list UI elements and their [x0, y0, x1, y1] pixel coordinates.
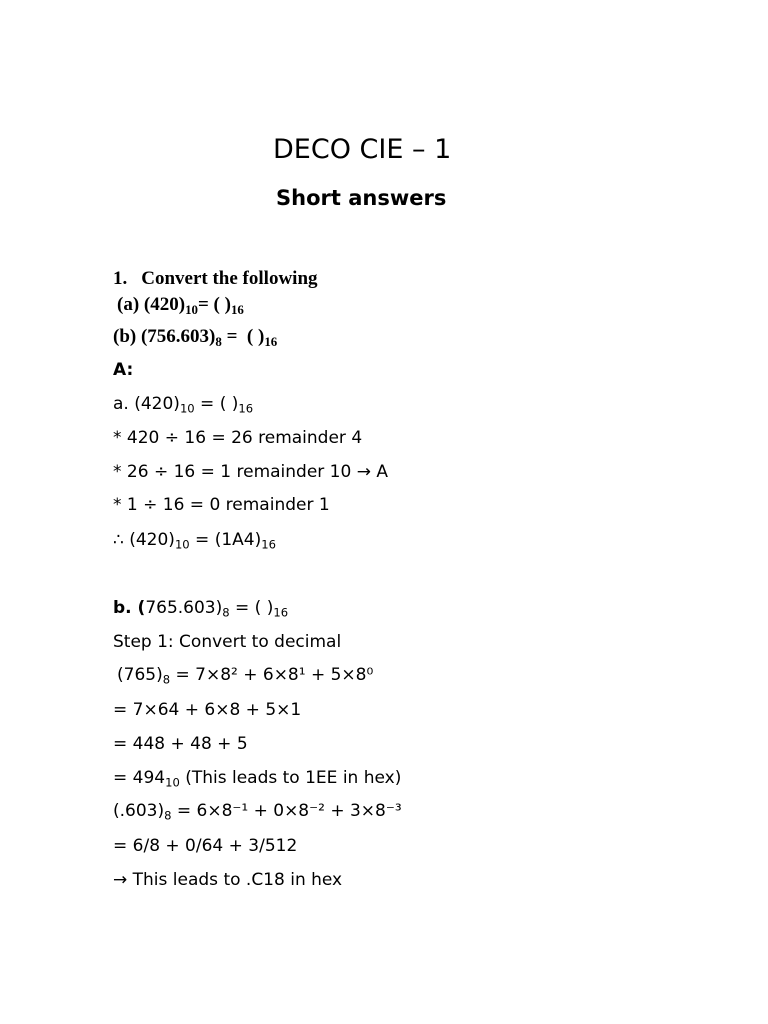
answer-a-step-1: * 420 ÷ 16 = 26 remainder 4: [113, 428, 363, 448]
question-heading: [113, 266, 318, 292]
answer-b-heading: b. $(765.603)_8$ = ( )$_{16}$: [113, 598, 289, 620]
question-number: 1.: [113, 268, 128, 289]
answer-b-int-line-3: = 448 + 48 + 5: [113, 734, 248, 754]
page-title: DECO CIE – 1: [273, 134, 452, 165]
answer-a-step-2: * 26 ÷ 16 = 1 remainder 10 → A: [113, 462, 388, 482]
question-text: Convert the following: [141, 268, 318, 289]
answer-b-frac-line-2: = 6/8 + 0/64 + 3/512: [113, 836, 298, 856]
page-subtitle: Short answers: [276, 186, 447, 210]
answer-a-result: ∴ $(420)_{10} = (1A4)_{16}$: [113, 530, 276, 552]
question-part-b: (b) $(756.603)_8$ = ( )$_{16}$: [113, 326, 278, 350]
answer-b-frac-expansion: $(.603)_8 = 6\times 8^{-1} + 0\times 8^{-2} + 3\times 8^{-3}$: [113, 801, 402, 823]
answer-b-int-expansion: $(765)_8 = 7\times 8^2 + 6\times 8^1 + 5\times 8^0$: [117, 665, 374, 687]
answer-a-heading: a. $(420)_{10}$ = ( )$_{16}$: [113, 394, 254, 416]
answer-b-int-line-4: = $494_{10}$ (This leads to 1EE in hex): [113, 768, 402, 790]
question-part-a: (a) $(420)_{10}=$ ( )$_{16}$: [117, 294, 244, 318]
answer-a-step-3: * 1 ÷ 16 = 0 remainder 1: [113, 495, 330, 515]
answer-b-step-1: Step 1: Convert to decimal: [113, 632, 342, 652]
answer-b-frac-line-3: → This leads to .C18 in hex: [113, 870, 343, 890]
answer-label: A:: [113, 360, 134, 380]
answer-b-int-line-2: = 7×64 + 6×8 + 5×1: [113, 700, 302, 720]
